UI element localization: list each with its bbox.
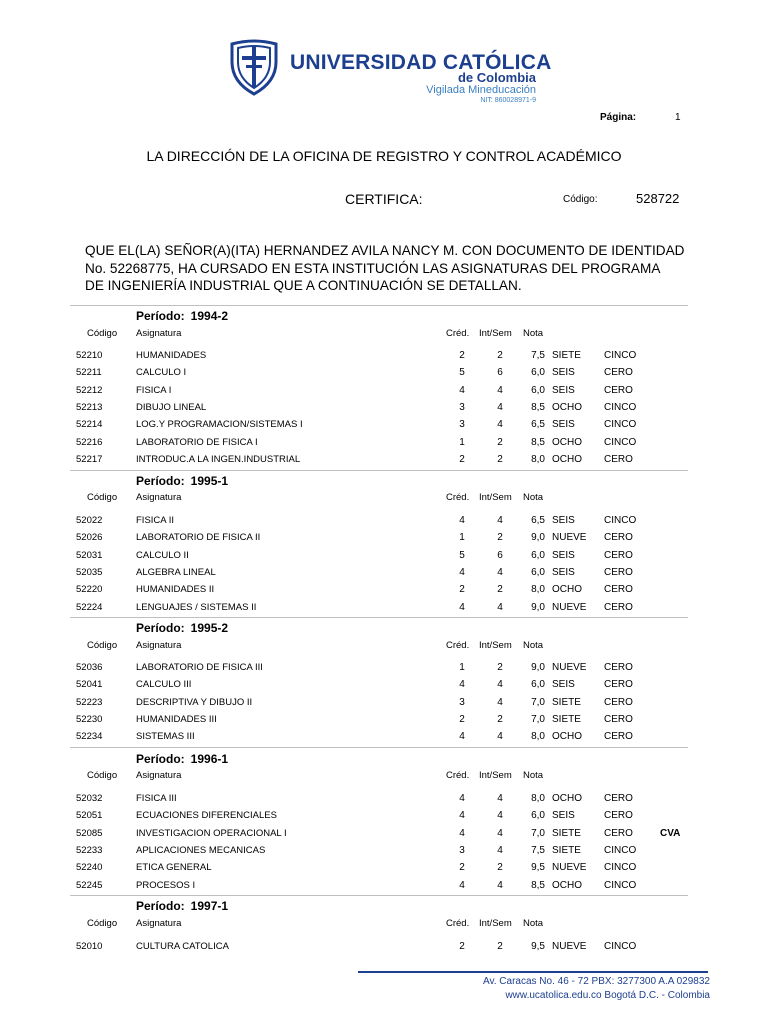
column-header-codigo: Código [87,492,118,503]
footer-website: www.ucatolica.edu.co Bogotá D.C. - Colombia [505,990,710,1001]
cell-intsem: 4 [497,515,503,526]
cell-decimal_letras: CERO [604,828,633,839]
cell-intsem: 4 [497,567,503,578]
cell-decimal_letras: CERO [604,385,633,396]
table-row [0,385,768,399]
cell-asignatura: CALCULO III [136,679,192,690]
cell-nota: 7,0 [531,828,545,839]
table-row [0,810,768,824]
table-row [0,350,768,364]
column-header-codigo: Código [87,328,118,339]
cell-intsem: 4 [497,697,503,708]
column-header-asignatura: Asignatura [136,918,182,929]
table-row [0,402,768,416]
cell-asignatura: FISICA II [136,515,175,526]
cell-intsem: 2 [497,350,503,361]
table-row [0,697,768,711]
column-header-intsem: Int/Sem [479,640,512,651]
intro-line: No. 52268775, HA CURSADO EN ESTA INSTITUCIÓN LAS ASIGNATURAS DEL PROGRAMA [85,260,661,276]
cell-intsem: 4 [497,731,503,742]
period-title [136,899,228,913]
intro-line: DE INGENIERÍA INDUSTRIAL QUE A CONTINUACIÓN SE DETALLAN. [85,278,522,293]
cell-asignatura: ECUACIONES DIFERENCIALES [136,810,277,821]
column-header-cred: Créd. [446,918,470,929]
cell-asignatura: LABORATORIO DE FISICA III [136,662,263,673]
period-label: Período: [136,621,185,635]
cell-asignatura: ETICA GENERAL [136,862,212,873]
period-separator [70,895,688,896]
table-row [0,793,768,807]
cell-asignatura: LABORATORIO DE FISICA II [136,532,261,543]
cell-cred: 4 [459,828,465,839]
column-header-asignatura: Asignatura [136,492,182,503]
column-header-intsem: Int/Sem [479,492,512,503]
cell-nota: 7,5 [531,845,545,856]
cell-codigo: 52035 [76,567,103,578]
cell-cred: 4 [459,567,465,578]
cell-nota_letras: SEIS [552,515,575,526]
cell-decimal_letras: CERO [604,731,633,742]
cell-asignatura: FISICA III [136,793,177,804]
cell-asignatura: HUMANIDADES II [136,584,215,595]
cell-asignatura: DIBUJO LINEAL [136,402,207,413]
cell-nota: 7,0 [531,714,545,725]
period-separator [70,747,688,748]
cell-intsem: 4 [497,810,503,821]
cell-cred: 5 [459,550,465,561]
cell-decimal_letras: CERO [604,454,633,465]
cell-decimal_letras: CINCO [604,845,637,856]
column-header-codigo: Código [87,770,118,781]
cell-nota: 6,0 [531,679,545,690]
period-value: 1995-1 [190,474,229,488]
cell-cred: 3 [459,697,465,708]
period-title [136,752,228,766]
cell-cred: 2 [459,454,465,465]
cell-nota: 9,5 [531,862,545,873]
cell-decimal_letras: CINCO [604,419,637,430]
cell-nota_letras: NUEVE [552,602,587,613]
page-label: Página: [600,112,637,123]
column-header-asignatura: Asignatura [136,640,182,651]
table-row [0,862,768,876]
period-label: Período: [136,899,185,913]
cell-nota_letras: SEIS [552,550,575,561]
table-row [0,367,768,381]
cell-intsem: 4 [497,828,503,839]
column-header-codigo: Código [87,918,118,929]
cell-obs: CVA [660,828,681,839]
cell-nota: 8,0 [531,793,545,804]
intro-line: QUE EL(LA) SEÑOR(A)(ITA) HERNANDEZ AVILA NANCY M. CON DOCUMENTO DE IDENTIDAD [85,243,685,258]
cell-nota_letras: SEIS [552,385,575,396]
cell-nota_letras: NUEVE [552,941,587,952]
cell-codigo: 52212 [76,385,103,396]
cell-codigo: 52036 [76,662,103,673]
cell-asignatura: CALCULO II [136,550,189,561]
cell-decimal_letras: CINCO [604,350,637,361]
cell-intsem: 2 [497,662,503,673]
cell-nota_letras: SIETE [552,350,581,361]
period-separator [70,305,688,306]
brand-sub: de Colombia [457,70,536,85]
cell-cred: 4 [459,515,465,526]
column-header-nota: Nota [523,328,544,339]
cell-asignatura: PROCESOS I [136,880,196,891]
cell-intsem: 2 [497,941,503,952]
cell-asignatura: INTRODUC.A LA INGEN.INDUSTRIAL [136,454,301,465]
cell-decimal_letras: CERO [604,793,633,804]
cell-decimal_letras: CINCO [604,880,637,891]
column-header-cred: Créd. [446,640,470,651]
cell-nota_letras: SEIS [552,367,575,378]
cell-decimal_letras: CERO [604,532,633,543]
period-value: 1994-2 [190,309,229,323]
cell-nota_letras: SEIS [552,419,575,430]
cell-cred: 2 [459,714,465,725]
column-header-intsem: Int/Sem [479,328,512,339]
cell-asignatura: LOG.Y PROGRAMACION/SISTEMAS I [136,419,303,430]
table-row [0,550,768,564]
cell-nota: 9,0 [531,532,545,543]
cell-intsem: 4 [497,845,503,856]
period-separator [70,617,688,618]
certifica-title: CERTIFICA: [345,191,423,207]
cell-asignatura: LABORATORIO DE FISICA I [136,437,258,448]
cell-nota_letras: NUEVE [552,532,587,543]
cell-codigo: 52216 [76,437,103,448]
column-header-intsem: Int/Sem [479,918,512,929]
period-title [136,474,228,488]
cell-nota: 9,0 [531,662,545,673]
cell-decimal_letras: CINCO [604,862,637,873]
cell-intsem: 4 [497,385,503,396]
period-label: Período: [136,474,185,488]
cell-nota_letras: OCHO [552,793,582,804]
cell-nota: 6,5 [531,515,545,526]
cell-asignatura: LENGUAJES / SISTEMAS II [136,602,257,613]
cell-intsem: 4 [497,602,503,613]
cell-cred: 4 [459,880,465,891]
cell-asignatura: HUMANIDADES III [136,714,217,725]
table-row [0,567,768,581]
cell-nota: 6,5 [531,419,545,430]
cell-nota_letras: OCHO [552,437,582,448]
cell-codigo: 52233 [76,845,103,856]
cell-asignatura: APLICACIONES MECANICAS [136,845,266,856]
cell-intsem: 6 [497,550,503,561]
cell-decimal_letras: CERO [604,584,633,595]
table-row [0,880,768,894]
cell-cred: 3 [459,419,465,430]
cell-nota_letras: OCHO [552,584,582,595]
page-number: 1 [675,112,681,123]
cell-codigo: 52032 [76,793,103,804]
cell-nota: 6,0 [531,567,545,578]
cell-decimal_letras: CERO [604,550,633,561]
cell-codigo: 52230 [76,714,103,725]
cell-nota_letras: OCHO [552,731,582,742]
cell-nota: 6,0 [531,385,545,396]
brand-name: UNIVERSIDAD CATÓLICA [290,51,552,74]
cell-intsem: 6 [497,367,503,378]
cell-cred: 5 [459,367,465,378]
period-separator [70,470,688,471]
column-header-cred: Créd. [446,492,470,503]
cell-intsem: 2 [497,714,503,725]
cell-cred: 4 [459,731,465,742]
table-row [0,419,768,433]
cell-cred: 2 [459,862,465,873]
column-header-nota: Nota [523,770,544,781]
cell-decimal_letras: CERO [604,602,633,613]
cell-nota_letras: SIETE [552,845,581,856]
cell-nota: 6,0 [531,810,545,821]
document-heading [0,148,768,164]
table-row [0,662,768,676]
period-value: 1996-1 [190,752,229,766]
cell-decimal_letras: CERO [604,367,633,378]
table-row [0,532,768,546]
column-header-cred: Créd. [446,770,470,781]
cell-codigo: 52240 [76,862,103,873]
cell-cred: 4 [459,679,465,690]
cell-decimal_letras: CINCO [604,402,637,413]
column-header-asignatura: Asignatura [136,328,182,339]
cell-codigo: 52224 [76,602,103,613]
cell-intsem: 4 [497,793,503,804]
cell-cred: 1 [459,437,465,448]
cell-asignatura: DESCRIPTIVA Y DIBUJO II [136,697,253,708]
cell-codigo: 52211 [76,367,102,378]
period-title [136,309,228,323]
cell-decimal_letras: CERO [604,810,633,821]
cell-codigo: 52026 [76,532,103,543]
cell-asignatura: FISICA I [136,385,172,396]
cell-nota: 8,5 [531,437,545,448]
cell-cred: 4 [459,602,465,613]
cell-nota_letras: NUEVE [552,662,587,673]
cell-nota: 8,0 [531,731,545,742]
cell-intsem: 2 [497,862,503,873]
table-row [0,515,768,529]
codigo-label: Código: [563,194,598,205]
cell-decimal_letras: CERO [604,714,633,725]
column-header-cred: Créd. [446,328,470,339]
cell-codigo: 52213 [76,402,103,413]
cell-cred: 1 [459,662,465,673]
cell-intsem: 2 [497,532,503,543]
cell-intsem: 4 [497,402,503,413]
cell-asignatura: INVESTIGACION OPERACIONAL I [136,828,287,839]
cell-intsem: 4 [497,880,503,891]
certification-paragraph [85,242,685,295]
cell-codigo: 52031 [76,550,103,561]
cell-codigo: 52245 [76,880,103,891]
cell-nota_letras: SIETE [552,828,581,839]
column-header-intsem: Int/Sem [479,770,512,781]
cell-asignatura: SISTEMAS III [136,731,195,742]
table-row [0,602,768,616]
heading-text: LA DIRECCIÓN DE LA OFICINA DE REGISTRO Y CONTROL ACADÉMICO [146,148,622,164]
cell-decimal_letras: CERO [604,697,633,708]
cell-decimal_letras: CERO [604,679,633,690]
cell-cred: 2 [459,350,465,361]
cell-nota_letras: OCHO [552,454,582,465]
period-value: 1995-2 [190,621,229,635]
column-header-nota: Nota [523,640,544,651]
cell-decimal_letras: CERO [604,567,633,578]
column-header-nota: Nota [523,918,544,929]
cell-nota_letras: SEIS [552,679,575,690]
cell-intsem: 4 [497,419,503,430]
cell-nota_letras: SIETE [552,697,581,708]
cell-intsem: 2 [497,437,503,448]
column-header-asignatura: Asignatura [136,770,182,781]
period-title [136,621,228,635]
cell-codigo: 52210 [76,350,103,361]
column-header-nota: Nota [523,492,544,503]
cell-asignatura: ALGEBRA LINEAL [136,567,216,578]
cell-cred: 4 [459,810,465,821]
cell-codigo: 52214 [76,419,103,430]
cell-nota_letras: SEIS [552,810,575,821]
cell-cred: 2 [459,941,465,952]
table-row [0,731,768,745]
period-label: Período: [136,752,185,766]
cell-cred: 1 [459,532,465,543]
cell-decimal_letras: CERO [604,662,633,673]
table-row [0,584,768,598]
cell-codigo: 52085 [76,828,103,839]
column-header-codigo: Código [87,640,118,651]
cell-codigo: 52220 [76,584,103,595]
cell-nota: 7,5 [531,350,545,361]
cell-nota: 6,0 [531,550,545,561]
table-row [0,714,768,728]
cell-intsem: 2 [497,454,503,465]
cell-codigo: 52234 [76,731,103,742]
cell-codigo: 52022 [76,515,103,526]
table-row [0,845,768,859]
cell-nota_letras: NUEVE [552,862,587,873]
cell-cred: 2 [459,584,465,595]
footer-divider [358,971,708,973]
cell-nota_letras: OCHO [552,402,582,413]
cell-nota: 8,5 [531,880,545,891]
cell-decimal_letras: CINCO [604,941,637,952]
cell-nota: 8,0 [531,584,545,595]
table-row [0,828,768,842]
cell-nota: 8,5 [531,402,545,413]
cell-nota_letras: OCHO [552,880,582,891]
cell-cred: 3 [459,402,465,413]
nit-text: NIT: 860028971-9 [480,97,536,104]
table-row [0,941,768,955]
table-row [0,679,768,693]
cell-codigo: 52217 [76,454,103,465]
cell-asignatura: CULTURA CATOLICA [136,941,229,952]
cell-nota: 6,0 [531,367,545,378]
vigilada-text: Vigilada Mineducación [426,84,536,96]
cell-codigo: 52223 [76,697,103,708]
cell-nota: 7,0 [531,697,545,708]
cell-cred: 4 [459,793,465,804]
cell-nota: 8,0 [531,454,545,465]
cell-codigo: 52010 [76,941,103,952]
period-label: Período: [136,309,185,323]
codigo-value: 528722 [636,191,680,206]
cell-nota_letras: SEIS [552,567,575,578]
cell-asignatura: CALCULO I [136,367,187,378]
cell-cred: 4 [459,385,465,396]
cell-decimal_letras: CINCO [604,515,637,526]
footer-address: Av. Caracas No. 46 - 72 PBX: 3277300 A.A 029832 [482,976,710,987]
cell-cred: 3 [459,845,465,856]
table-row [0,437,768,451]
cell-nota: 9,0 [531,602,545,613]
cell-codigo: 52051 [76,810,103,821]
cell-asignatura: HUMANIDADES [136,350,207,361]
cell-nota: 9,5 [531,941,545,952]
table-row [0,454,768,468]
cell-decimal_letras: CINCO [604,437,637,448]
cell-codigo: 52041 [76,679,103,690]
cell-nota_letras: SIETE [552,714,581,725]
cell-intsem: 4 [497,679,503,690]
cell-intsem: 2 [497,584,503,595]
period-value: 1997-1 [190,899,229,913]
